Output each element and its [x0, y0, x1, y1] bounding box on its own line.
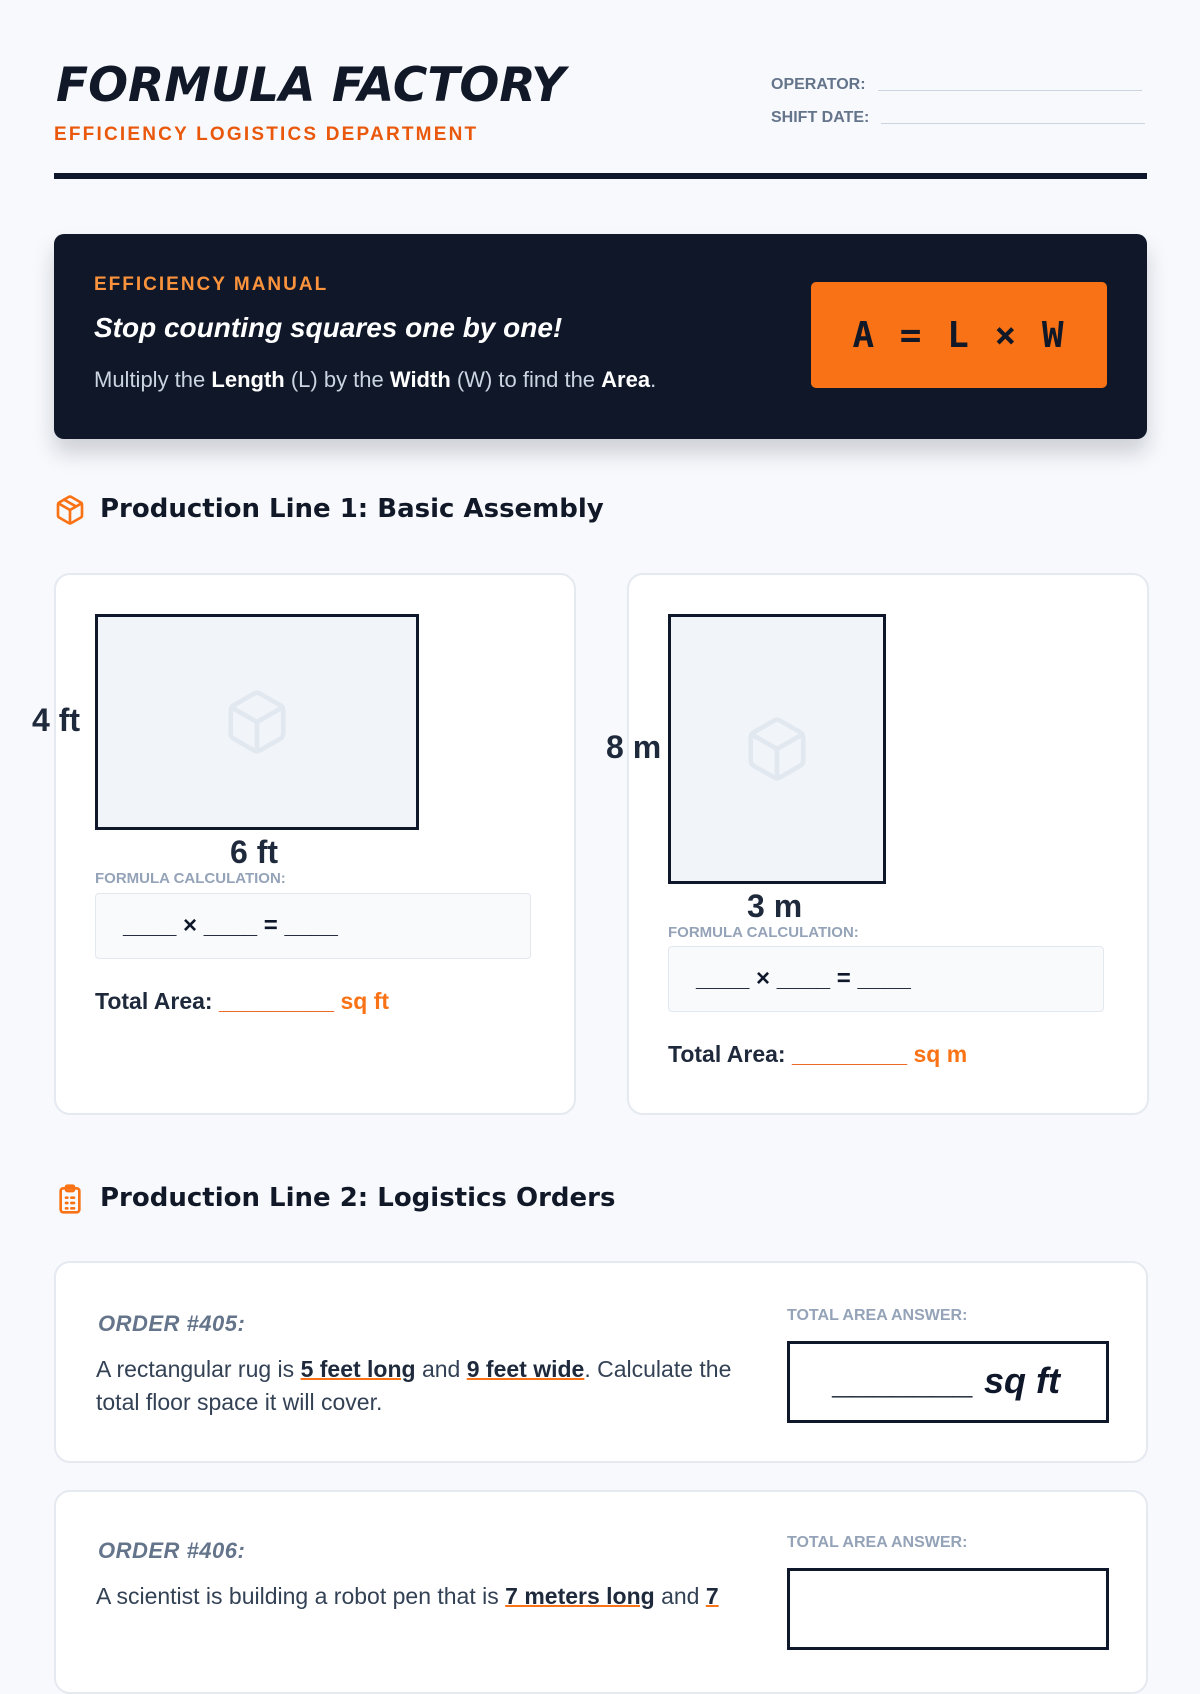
total-area-1: Total Area: _________ sq ft [95, 988, 390, 1014]
rectangle-diagram-1 [95, 614, 419, 830]
manual-eyebrow: EFFICIENCY MANUAL [94, 274, 329, 295]
calc-template-1: ____ × ____ = ____ [123, 912, 338, 939]
calc-input-1[interactable] [95, 893, 531, 959]
order-card-406 [54, 1490, 1148, 1694]
answer-input-box[interactable] [787, 1341, 1109, 1423]
box-icon [54, 494, 86, 526]
efficiency-manual-banner [54, 234, 1147, 439]
answer-label: TOTAL AREA ANSWER: [787, 1534, 968, 1551]
width-label-1: 6 ft [230, 834, 278, 870]
total-area-blank-2[interactable]: _________ [791, 1041, 908, 1067]
cube-watermark-icon [742, 711, 812, 787]
order-id: ORDER #406: [98, 1538, 246, 1563]
shift-date-field[interactable] [771, 109, 1145, 127]
shift-date-label: SHIFT DATE: [771, 109, 870, 126]
answer-input-box[interactable] [787, 1568, 1109, 1650]
calc-input-2[interactable] [668, 946, 1104, 1012]
answer-template: _______ sq ft [833, 1360, 1060, 1401]
shift-date-input-line[interactable] [881, 123, 1145, 124]
section-1-title: Production Line 1: Basic Assembly [100, 494, 604, 524]
page-title: FORMULA FACTORY [56, 58, 566, 113]
width-label-2: 3 m [747, 888, 803, 924]
rectangle-diagram-2 [668, 614, 886, 884]
calc-template-2: ____ × ____ = ____ [696, 965, 911, 992]
height-label-1: 4 ft [32, 702, 80, 738]
manual-headline: Stop counting squares one by one! [94, 312, 563, 343]
calc-label-2: FORMULA CALCULATION: [668, 924, 859, 941]
operator-input-line[interactable] [878, 90, 1142, 91]
order-card-405 [54, 1261, 1148, 1463]
operator-field[interactable] [771, 76, 1142, 94]
header-divider [54, 173, 1147, 179]
operator-label: OPERATOR: [771, 76, 866, 93]
calc-label-1: FORMULA CALCULATION: [95, 870, 286, 887]
section-2-title: Production Line 2: Logistics Orders [100, 1183, 616, 1213]
area-formula-box: A = L × W [811, 282, 1107, 388]
order-id: ORDER #405: [98, 1311, 246, 1336]
total-area-2: Total Area: _________ sq m [668, 1041, 968, 1067]
total-area-blank-1[interactable]: _________ [218, 988, 335, 1014]
page-subtitle: EFFICIENCY LOGISTICS DEPARTMENT [54, 124, 479, 145]
order-description: A scientist is building a robot pen that is 7 meters long and 7 [96, 1583, 719, 1609]
order-description: A rectangular rug is 5 feet long and 9 feet wide. Calculate the total floor space it will cover. [96, 1356, 732, 1415]
cube-watermark-icon [222, 684, 292, 760]
answer-label: TOTAL AREA ANSWER: [787, 1307, 968, 1324]
height-label-2: 8 m [606, 729, 662, 765]
manual-description: Multiply the Length (L) by the Width (W) to find the Area. [94, 367, 657, 392]
clipboard-icon [54, 1183, 86, 1215]
